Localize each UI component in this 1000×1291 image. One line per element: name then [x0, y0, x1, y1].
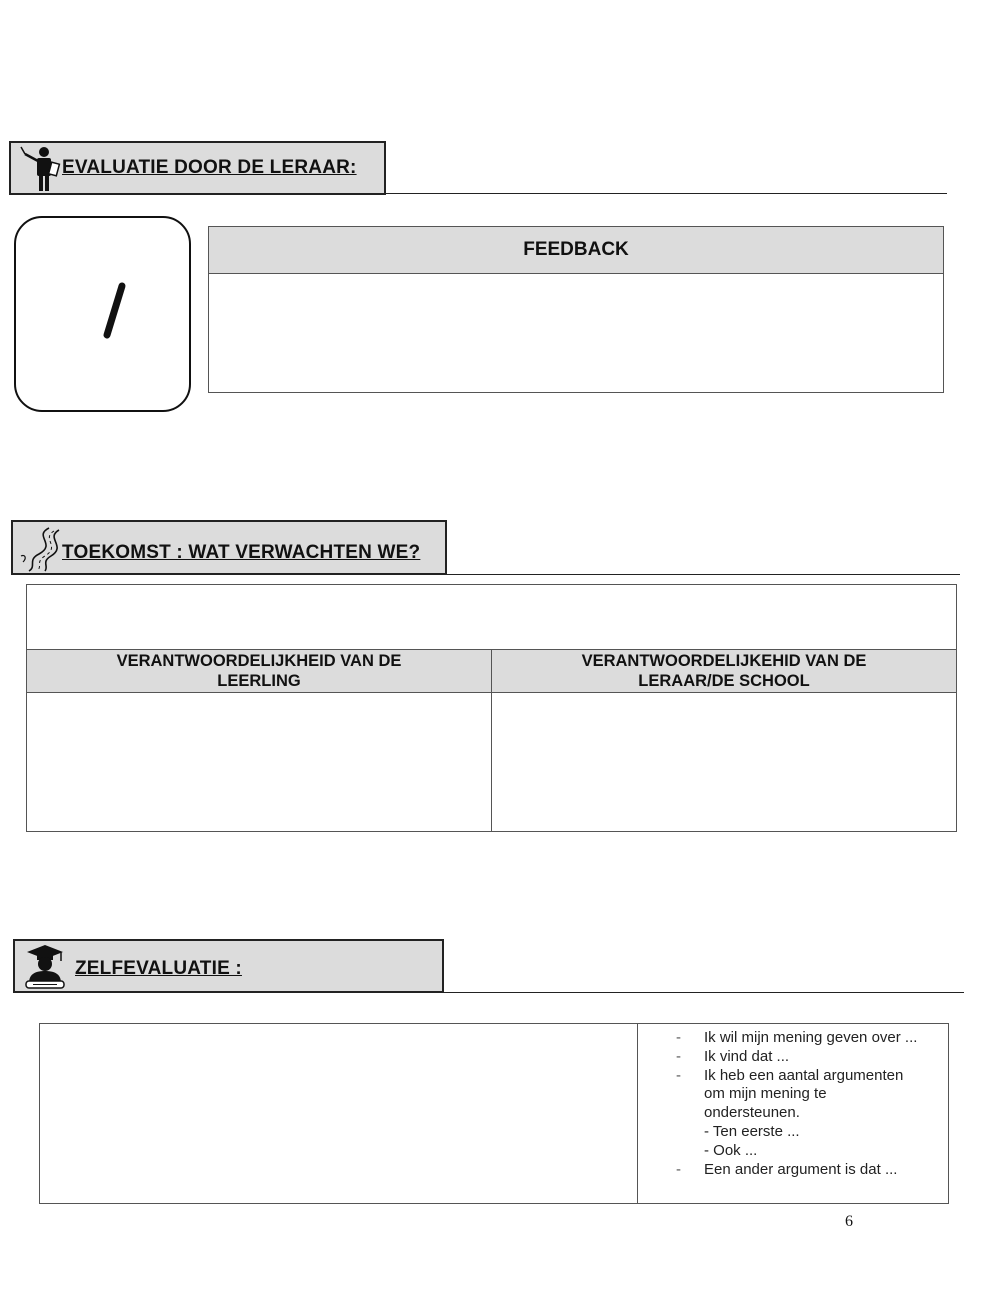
section-divider: [341, 992, 964, 993]
list-item: - Ik vind dat ...: [676, 1047, 790, 1065]
self-evaluation-header: [13, 939, 444, 993]
section-divider: [333, 193, 947, 194]
responsibility-table: [26, 584, 957, 832]
list-item: om mijn mening te: [704, 1085, 827, 1103]
section-divider: [343, 574, 960, 575]
feedback-header: FEEDBACK: [209, 227, 943, 274]
teacher-responsibility-column: [491, 650, 956, 832]
feedback-box: [208, 226, 944, 393]
teacher-responsibility-input[interactable]: [492, 693, 956, 832]
winding-road-icon: [19, 526, 67, 572]
section-title: ZELFEVALUATIE :: [75, 958, 242, 979]
self-evaluation-input-area[interactable]: [40, 1024, 638, 1203]
phrase-helper-column: [638, 1024, 948, 1203]
column-header: VERANTWOORDELIJKEHID VAN DE LERAAR/DE SCHOOL: [492, 650, 956, 693]
score-slash: [16, 218, 193, 414]
section-title: TOEKOMST : WAT VERWACHTEN WE?: [62, 542, 421, 563]
self-evaluation-table: [39, 1023, 949, 1204]
score-box[interactable]: [14, 216, 191, 412]
page-number: 6: [845, 1213, 853, 1230]
student-responsibility-column: [27, 650, 491, 832]
graduate-icon: [23, 943, 67, 991]
list-item: ondersteunen.: [704, 1104, 800, 1122]
phrase-list: [638, 1029, 948, 1179]
teacher-pointer-icon: [19, 145, 65, 193]
list-item: - Ik heb een aantal argumenten: [676, 1066, 904, 1084]
list-item: - Een ander argument is dat ...: [676, 1160, 898, 1178]
future-header: [11, 520, 447, 575]
list-item: - Ten eerste ...: [704, 1122, 800, 1140]
teacher-evaluation-header: [9, 141, 386, 195]
column-header: VERANTWOORDELIJKHEID VAN DE LEERLING: [27, 650, 491, 693]
list-item: - Ook ...: [704, 1141, 758, 1159]
section-title: EVALUATIE DOOR DE LERAAR:: [62, 157, 357, 178]
student-responsibility-input[interactable]: [27, 693, 491, 832]
list-item: - Ik wil mijn mening geven over ...: [676, 1029, 918, 1046]
future-input-area[interactable]: [27, 585, 956, 650]
